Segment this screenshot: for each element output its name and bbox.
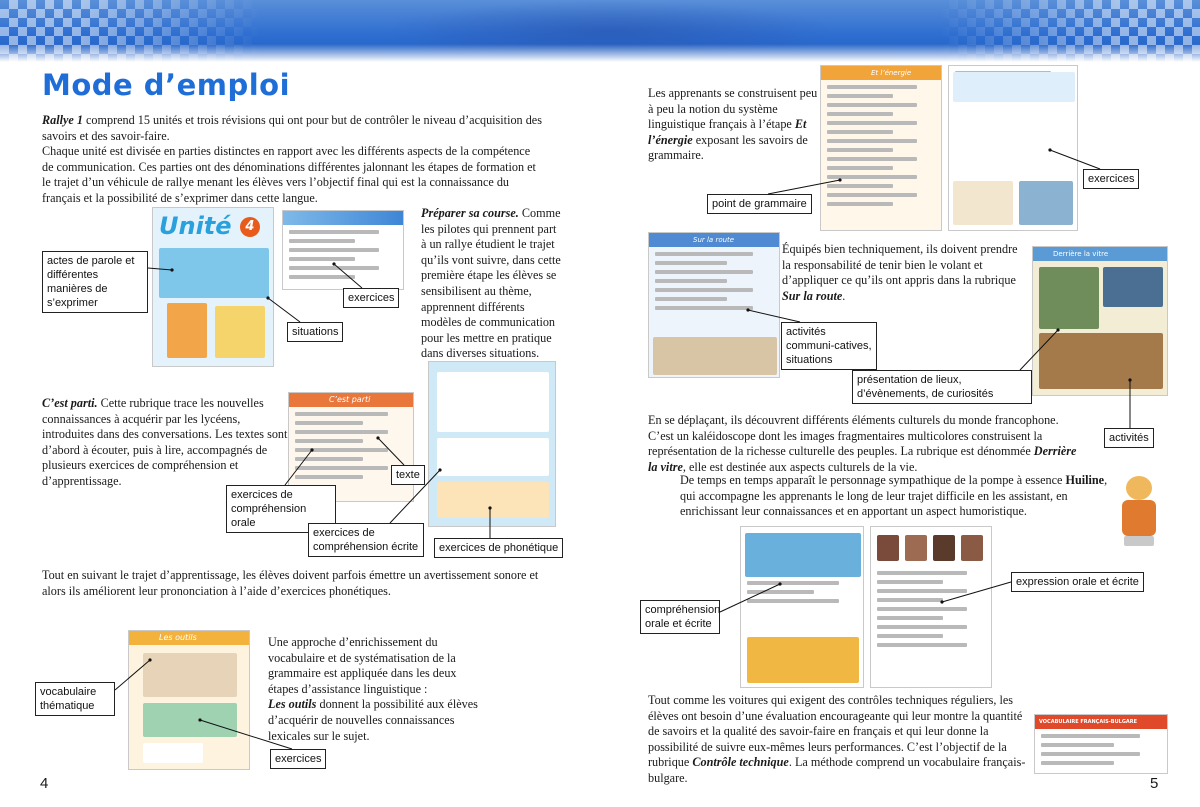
label-texte: texte [391,465,425,485]
label-exercices-right: exercices [1083,169,1139,189]
unite-heading: Unité [159,212,232,240]
outils-heading: Les outils [129,631,249,645]
route-thumbnail [648,232,780,378]
route-paragraph: Équipés bien techniquement, ils doivent prendre la responsabilité de tenir bien le volant et d’appliquer ce qu’ils ont appris dans la rubrique Sur la route. [782,242,1018,303]
page-title: Mode d’emploi [42,68,291,102]
vitre-paragraph: En se déplaçant, ils découvrent différents éléments culturels du monde francophone. C’est un kaléidoscope dont les images fragmentaires multicolores construisent la représentation de la richesse culturelle des peuples. La rubrique est dénommée Derrière la vitre, elle est destinée aux aspects culturels de la vie. [648,413,1077,474]
exercices-thumbnail-right [948,65,1078,231]
vocabulaire-fr-bg-thumbnail [1034,714,1168,774]
preparer-paragraph: Préparer sa course. Comme les pilotes qui prennent part à un rallye étudient le trajet qu’ils vont suivre, dans cette première étape les élèves se sensibilisent au thème, apprennent différents modèles de communication pour les mettre en pratique dans diverses situations. [421,206,561,361]
vitre-heading: Derrière la vitre [1033,247,1167,261]
label-point-de-grammaire: point de grammaire [707,194,812,214]
vitre-thumbnail [1032,246,1168,396]
label-activites-communicatives: activités communi-catives, situations [781,322,877,370]
comprehension-thumbnail [740,526,864,688]
label-presentation-lieux: présentation de lieux, d’évènements, de curiosités [852,370,1032,404]
label-comprehension-orale-ecrite: compréhension orale et écrite [640,600,720,634]
vocab-heading: VOCABULAIRE FRANÇAIS-BULGARE [1035,715,1167,729]
label-comprehension-orale: exercices de compréhension orale [226,485,336,533]
exercices-thumbnail-1 [282,210,404,290]
label-comprehension-ecrite: exercices de compréhension écrite [308,523,424,557]
outils-paragraph: Une approche d’enrichissement du vocabulaire et de systématisation de la grammaire est appliquée dans les deux étapes d’assistance linguistique : Les outils donnent la possibilité aux élèves d’acquérir de nouvelles connaissances lexicales sur le sujet. [268,635,478,743]
energie-heading: Et l’énergie [821,66,941,80]
label-situations: situations [287,322,343,342]
huiline-character [1112,476,1166,548]
label-vocabulaire-thematique: vocabulaire thématique [35,682,115,716]
label-expression-orale-ecrite: expression orale et écrite [1011,572,1144,592]
unite-thumbnail [152,207,274,367]
label-actes-de-parole: actes de parole et différentes manières de s’exprimer [42,251,148,313]
phonetique-paragraph: Tout en suivant le trajet d’apprentissage, les élèves doivent parfois émettre un avertissement sonore et alors ils améliorent leur prononciation à l’aide d’exercices phonétiques. [42,568,539,598]
energie-paragraph: Les apprenants se construisent peu à peu la notion du système linguistique français à l’étape Et l’énergie exposant les savoirs de grammaire. [648,86,818,163]
intro-paragraph: Rallye 1 comprend 15 unités et trois révisions qui ont pour but de contrôler le niveau d’acquisition des savoirs et des savoir-faire. Chaque unité est divisée en parties distinctes en rapport avec les différents aspects de la compétence de communication. Ces parties ont des dénominations différentes jalonnant les étapes de formation et le trajet d’un véhicule de rallye menant les élèves vers l’objectif final qui est la connaissance du français et la possibilité de s’exprimer dans cette langue. [42,113,542,205]
texte-thumbnail [428,361,556,527]
huiline-paragraph: De temps en temps apparaît le personnage sympathique de la pompe à essence Huiline, qui accompagne les apprenants le long de leur trajet difficile en les assistant, en enrichissant leur connaissances et en apportant un aspect humoristique. [680,473,1108,519]
label-phonetique: exercices de phonétique [434,538,563,558]
energie-thumbnail [820,65,942,231]
outils-thumbnail [128,630,250,770]
controle-paragraph: Tout comme les voitures qui exigent des contrôles techniques réguliers, les élèves ont besoin d’une évaluation encourageante qui leur montre la quantité de savoirs et la qualité des savoir-faire en français et qui leur donne la possibilité de suivre eux-mêmes leurs performances. C’est l’objectif de la rubrique Contrôle technique. La méthode comprend un vocabulaire français-bulgare. [648,693,1026,785]
label-exercices-2: exercices [270,749,326,769]
unite-number: 4 [240,217,260,237]
top-banner [0,0,1200,62]
label-activites: activités [1104,428,1154,448]
label-exercices-1: exercices [343,288,399,308]
cest-parti-paragraph: C’est parti. Cette rubrique trace les nouvelles connaissances à acquérir par les lycéens, introduites dans des conversations. Les textes sont d’abord à écouter, puis à lire, accompagnés de plusieurs exercices de compréhension et d’apprentissage. [42,396,288,488]
cest-parti-heading: C’est parti [289,393,413,407]
page-number-right: 5 [1150,775,1159,792]
page-number-left: 4 [40,775,49,792]
expression-thumbnail [870,526,992,688]
route-heading: Sur la route [649,233,779,247]
